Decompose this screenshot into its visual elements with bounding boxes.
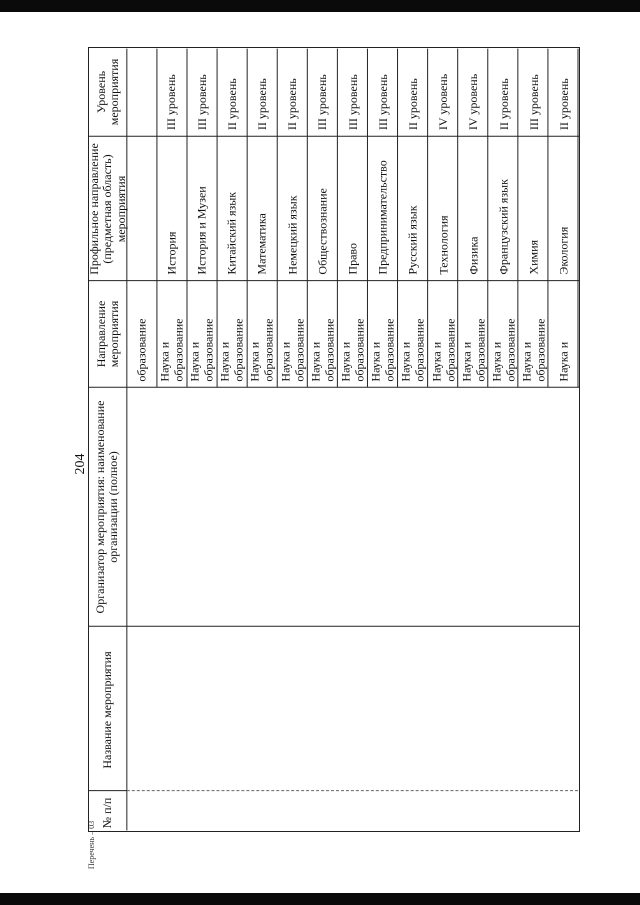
- cell-profile: Немецкий язык: [285, 195, 300, 275]
- header-profile: Профильное направление (предметная область) мероприятия: [87, 143, 128, 275]
- cell-level: III уровень: [315, 74, 330, 130]
- cell-direction: Наука и: [556, 342, 571, 382]
- cell-profile: Физика: [466, 236, 481, 275]
- cell-direction: Наука и образование: [459, 318, 488, 382]
- header-level: Уровень мероприятия: [93, 58, 121, 126]
- header-event-name: Название мероприятия: [100, 651, 115, 769]
- cell-direction: Наука и образование: [187, 318, 216, 382]
- cell-level: II уровень: [285, 78, 300, 130]
- events-table: [88, 47, 580, 832]
- cell-direction: Наука и образование: [338, 318, 367, 382]
- cell-direction: Наука и образование: [519, 318, 548, 382]
- scan-edge-top: [0, 0, 640, 12]
- cell-level: [128, 52, 156, 132]
- cell-level: III уровень: [375, 74, 390, 130]
- cell-direction: образование: [134, 318, 149, 382]
- cell-profile: Китайский язык: [224, 192, 239, 275]
- cell-profile: Французский язык: [496, 179, 511, 275]
- cell-profile: История: [164, 231, 179, 275]
- cell-profile: [128, 140, 156, 277]
- header-num: № п/п: [100, 797, 115, 829]
- cell-level: III уровень: [526, 74, 541, 130]
- cell-profile: Химия: [526, 240, 541, 275]
- cell-level: II уровень: [556, 78, 571, 130]
- scan-edge-bottom: [0, 893, 640, 905]
- cell-level: IV уровень: [466, 73, 481, 130]
- cell-level: III уровень: [345, 74, 360, 130]
- cell-profile: Математика: [254, 213, 269, 275]
- cell-profile: Обществознание: [315, 188, 330, 275]
- cell-profile: Предпринимательство: [375, 160, 390, 275]
- header-organizer: Организатор мероприятия: наименование организации (полное): [92, 400, 120, 614]
- cell-level: III уровень: [194, 74, 209, 130]
- cell-level: II уровень: [496, 78, 511, 130]
- cell-direction: Наука и образование: [278, 318, 307, 382]
- cell-profile: История и Музеи: [194, 186, 209, 275]
- cell-level: II уровень: [254, 78, 269, 130]
- cell-direction: Наука и образование: [248, 318, 276, 382]
- cell-direction: Наука и образование: [429, 318, 458, 382]
- cell-direction: Наука и образование: [157, 318, 186, 382]
- cell-direction: Наука и образование: [489, 318, 518, 382]
- cell-profile: Русский язык: [405, 205, 420, 275]
- cell-level: III уровень: [164, 74, 179, 130]
- cell-level: II уровень: [224, 78, 239, 130]
- cell-profile: Технология: [436, 215, 451, 275]
- cell-level: IV уровень: [436, 73, 451, 130]
- cell-direction: Наука и образование: [368, 318, 397, 382]
- cell-profile: Экология: [556, 227, 571, 275]
- cell-direction: Наука и образование: [217, 318, 246, 382]
- cell-direction: Наука и образование: [399, 318, 427, 382]
- header-direction: Направление мероприятия: [93, 300, 121, 368]
- page-number: 204: [73, 453, 88, 475]
- cell-direction: Наука и образование: [308, 318, 337, 382]
- footer-code: Перечень – 03: [87, 820, 96, 870]
- cell-profile: Право: [345, 243, 360, 275]
- cell-level: II уровень: [405, 78, 420, 130]
